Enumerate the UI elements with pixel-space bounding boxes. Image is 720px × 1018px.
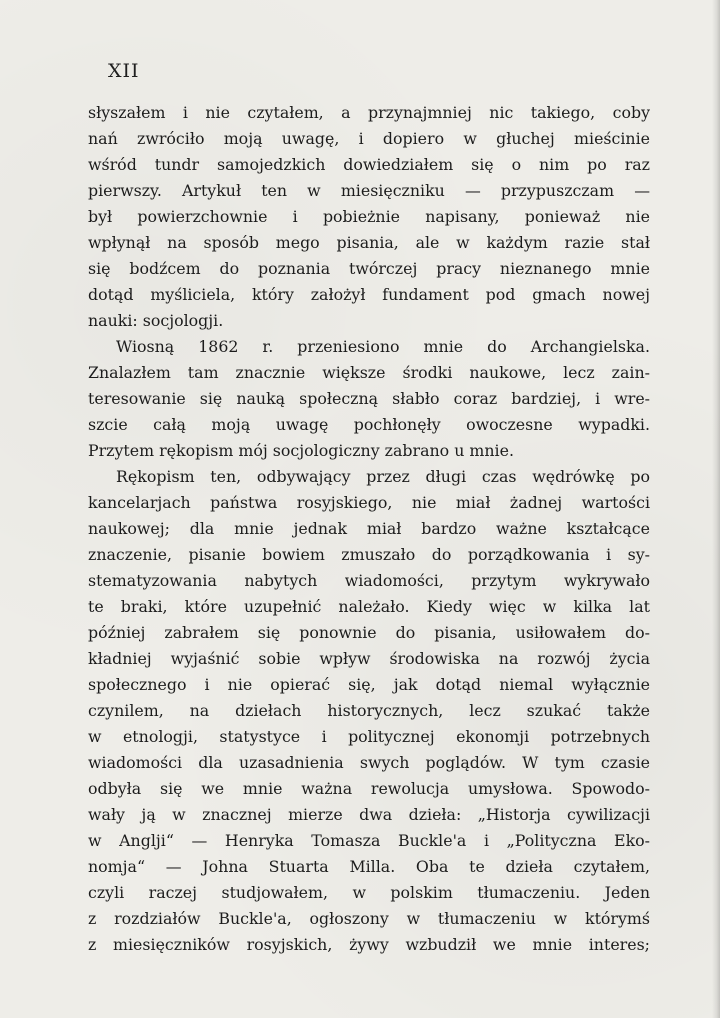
page-edge-shadow (712, 0, 720, 1018)
text-line: dotąd myśliciela, który założył fundament pod gmach nowej (88, 285, 650, 304)
text-line: Rękopism ten, odbywający przez długi czas wędrówkę po (116, 467, 650, 486)
text-line: społecznego i nie opierać się, jak dotąd niemal wyłącznie (88, 675, 650, 694)
text-line: z miesięczników rosyjskich, żywy wzbudził we mnie interes; (88, 935, 650, 954)
text-line: w etnologji, statystyce i politycznej ekonomji potrzebnych (88, 727, 650, 746)
text-line: wiadomości dla uzasadnienia swych poglądów. W tym czasie (88, 753, 650, 772)
text-line: kładniej wyjaśnić sobie wpływ środowiska na rozwój życia (88, 649, 650, 668)
text-line: nauki: socjologji. (88, 311, 224, 330)
text-line: naukowej; dla mnie jednak miał bardzo ważne kształcące (88, 519, 650, 538)
text-line: odbyła się we mnie ważna rewolucja umysłowa. Spowodo- (88, 779, 650, 798)
body-text (88, 100, 650, 958)
text-line: szcie całą moją uwagę pochłonęły owoczesne wypadki. (88, 415, 650, 434)
text-line: nań zwróciło moją uwagę, i dopiero w głuchej mieścinie (88, 129, 650, 148)
text-line: pierwszy. Artykuł ten w miesięczniku — przypuszczam — (88, 181, 650, 200)
text-line: w Anglji“ — Henryka Tomasza Buckle'a i „Polityczna Eko- (88, 831, 650, 850)
text-line: Przytem rękopism mój socjologiczny zabrano u mnie. (88, 441, 514, 460)
text-line: wały ją w znacznej mierze dwa dzieła: „Historja cywilizacji (88, 805, 650, 824)
text-line: później zabrałem się ponownie do pisania, usiłowałem do- (88, 623, 650, 642)
text-line: wśród tundr samojedzkich dowiedziałem się o nim po raz (88, 155, 650, 174)
text-line: kancelarjach państwa rosyjskiego, nie miał żadnej wartości (88, 493, 650, 512)
text-line: stematyzowania nabytych wiadomości, przytym wykrywało (88, 571, 650, 590)
text-line: teresowanie się nauką społeczną słabło coraz bardziej, i wre- (88, 389, 650, 408)
text-line: znaczenie, pisanie bowiem zmuszało do porządkowania i sy- (88, 545, 650, 564)
text-line: czyli raczej studjowałem, w polskim tłumaczeniu. Jeden (88, 883, 650, 902)
text-line: był powierzchownie i pobieżnie napisany, ponieważ nie (88, 207, 650, 226)
text-line: się bodźcem do poznania twórczej pracy nieznanego mnie (88, 259, 650, 278)
text-line: czynilem, na dziełach historycznych, lecz szukać także (88, 701, 650, 720)
text-line: nomja“ — Johna Stuarta Milla. Oba te dzieła czytałem, (88, 857, 650, 876)
text-line: słyszałem i nie czytałem, a przynajmniej nic takiego, coby (88, 103, 650, 122)
text-line: z rozdziałów Buckle'a, ogłoszony w tłumaczeniu w którymś (88, 909, 650, 928)
text-line: wpłynął na sposób mego pisania, ale w każdym razie stał (88, 233, 650, 252)
page-number: XII (108, 60, 140, 82)
text-line: Znalazłem tam znacznie większe środki naukowe, lecz zain- (88, 363, 650, 382)
text-line: te braki, które uzupełnić należało. Kiedy więc w kilka lat (88, 597, 650, 616)
text-line: Wiosną 1862 r. przeniesiono mnie do Archangielska. (116, 337, 650, 356)
